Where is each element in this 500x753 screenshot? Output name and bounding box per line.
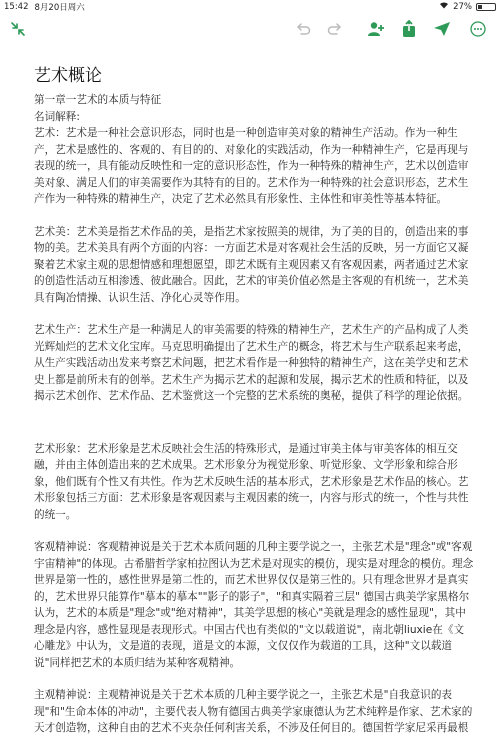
- chapter-heading: 第一章一艺术的本质与特征: [34, 94, 162, 106]
- battery-fill: [478, 5, 482, 9]
- send-icon[interactable]: [432, 19, 452, 39]
- add-person-icon[interactable]: [366, 19, 386, 39]
- paragraph-art-image: 艺术形象：艺术形象是艺术反映社会生活的特殊形式，是通过审美主体与审美客体的相互交融，并由主体创造出来的艺术成果。艺术形象分为视觉形象、听觉形象、文学形象和综合形象，他们既有个性又有共性。作为艺术反映生活的基本形式，艺术形象是艺术作品的核心。艺术形象包括三方面：艺术形象是客观因素与主观因素的统一，内容与形式的统一，个性与共性的统一。: [34, 442, 469, 521]
- term-header: 名词解释:: [34, 110, 80, 123]
- paragraph-subjective-spirit: 主观精神说：主观精神说是关于艺术本质的几种主要学说之一，主张艺术是"自我意识的表现"和"生命本体的冲动"，主要代表人物有德国古典美学家康德认为艺术纯粹是作家、艺术家的天才创造物，这种自由的艺术不夹杂任何利害关系，不涉及任何目的。德国哲学家尼采再最根: [34, 689, 473, 734]
- more-icon[interactable]: [468, 19, 488, 39]
- wifi-icon: [439, 1, 449, 12]
- status-date: 8月20日周六: [34, 2, 85, 13]
- paragraph-art-beauty: 艺术美：艺术美是指艺术作品的美，是指艺术家按照美的规律，为了美的目的，创造出来的事物的美。艺术美具有两个方面的内容：一方面艺术是对客观社会生活的反映，另一方面它又凝聚着艺术家主观的思想情感和理想愿望，即艺术既有主观因素又有客观因素，两者通过艺术家的创造性活动互相渗透、彼此融合。因此，艺术的审美价值必然是主客观的有机统一，艺术美具有陶冶情操、认识生活、净化心灵等作用。: [34, 225, 469, 304]
- document-body[interactable]: [34, 60, 474, 753]
- status-time: 15:42: [4, 1, 29, 12]
- collapse-arrows-icon[interactable]: [8, 19, 28, 39]
- status-bar: [0, 0, 500, 13]
- battery-percent: 27%: [453, 1, 472, 12]
- doc-title: 艺术概论: [34, 66, 102, 86]
- export-icon[interactable]: [399, 19, 419, 39]
- redo-icon[interactable]: [325, 19, 345, 39]
- toolbar: [0, 13, 500, 46]
- paragraph-art-production: 艺术生产：艺术生产是一种满足人的审美需要的特殊的精神生产，艺术生产的产品构成了人类光辉灿烂的艺术文化宝库。马克思明确提出了艺术生产的概念，将艺术与生产联系起来考虑，从生产实践活动出发来考察艺术问题，把艺术看作是一种独特的精神生产，这在美学史和艺术史上都是前所未有的创举。艺术生产为揭示艺术的起源和发展，揭示艺术的性质和特征，以及揭示艺术创作、艺术作品、艺术鉴赏这一个完整的艺术系统的奥秘，提供了科学的理论依据。: [34, 324, 469, 402]
- paragraph-art: 艺术：艺术是一种社会意识形态，同时也是一种创造审美对象的精神生产活动。作为一种生产，艺术是感性的、客观的、有目的的、对象化的实践活动，作为一种精神生产，它是再现与表现的统一，具有能动反映性和一定的意识形态性，作为一种特殊的精神生产，艺术以创造审美对象、满足人们的审美需要作为其特有的目的。艺术作为一种特殊的社会意识形态，艺术生产作为一种特殊的精神生产，决定了艺术必然具有形象性、主体性和审美性等基本特征。: [34, 127, 469, 205]
- undo-icon[interactable]: [293, 19, 313, 39]
- spacer: [34, 421, 474, 441]
- paragraph-objective-spirit: 客观精神说：客观精神说是关于艺术本质问题的几种主要学说之一，主张艺术是"理念"或"客观宇宙精神"的体现。古希腊哲学家柏拉图认为艺术是对现实的模仿，现实是对理念的模仿。理念世界是第一性的，感性世界是第二性的，而艺术世界仅仅是第三性的。只有理念世界才是真实的，艺术世界只能算作"摹本的摹本""影子的影子"，"和真实隔着三层" 德国古典美学家黑格尔认为，艺术的本质是"理念"或"绝对精神"，其美学思想的核心"美就是理念的感性显现"，其中理念是内容，感性显现是表现形式。中国古代也有类似的"文以载道说"，南北朝liuxie在《文心雕龙》中认为，文是道的表现，道是文的本源，文仅仅作为载道的工具，这种"文以载道说"同样把艺术的本质归结为某种客观精神。: [34, 541, 474, 669]
- battery-icon: [476, 3, 496, 11]
